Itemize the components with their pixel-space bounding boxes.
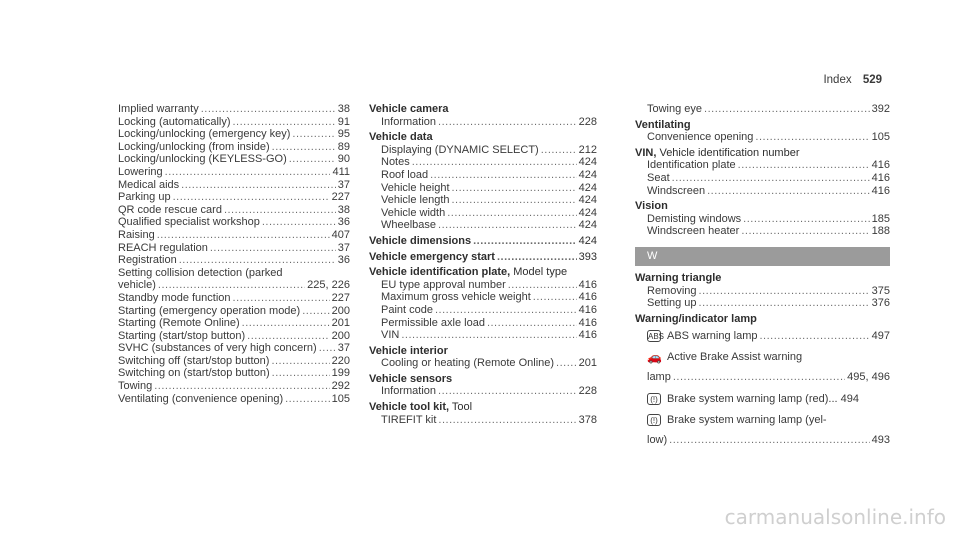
index-entry: SVHC (substances of very high concern) ..... 37 <box>118 342 350 355</box>
index-entry: Towing eye ..... 392 <box>635 103 890 116</box>
index-entry: Vehicle length ..... 424 <box>369 194 597 207</box>
index-entry: Lowering ..... 411 <box>118 166 350 179</box>
section-letter-bar: W <box>635 247 890 266</box>
index-entry: Implied warranty ..... 38 <box>118 103 350 116</box>
index-entry: Seat ..... 416 <box>635 172 890 185</box>
entry-heading: Vehicle identification plate, Model type <box>369 266 568 279</box>
entry-heading: Vehicle interior <box>369 344 448 357</box>
index-entry: Switching off (start/stop button) ..... 220 <box>118 355 350 368</box>
brake-system-icon: (!) <box>647 414 661 426</box>
index-entry: Paint code ..... 416 <box>369 304 597 317</box>
index-entry: Registration ..... 36 <box>118 254 350 267</box>
index-entry: QR code rescue card ..... 38 <box>118 204 350 217</box>
entry-heading: Vehicle data <box>369 131 433 144</box>
abs-warning-icon: ABS <box>648 331 665 341</box>
index-entry: Information ..... 228 <box>369 116 597 129</box>
index-entry: Notes ..... 424 <box>369 156 597 169</box>
entry-heading: Ventilating <box>635 118 691 131</box>
entry-heading: Vehicle tool kit, Tool <box>369 401 473 414</box>
index-entry: (!) Brake system warning lamp (red)... 494 <box>635 388 890 409</box>
index-entry: Cooling or heating (Remote Online) ..... 201 <box>369 357 597 370</box>
index-entry: VIN ..... 416 <box>369 329 597 342</box>
index-entry: Setting collision detection (parked <box>118 266 283 279</box>
index-entry: Windscreen ..... 416 <box>635 185 890 198</box>
index-entry: EU type approval number ..... 416 <box>369 279 597 292</box>
section-title: Index <box>823 74 852 86</box>
page-header <box>823 74 882 86</box>
index-entry: Locking/unlocking (emergency key) ..... 95 <box>118 128 350 141</box>
index-entry: Convenience opening ..... 105 <box>635 131 890 144</box>
active-brake-assist-icon: 🚗 <box>647 349 662 364</box>
page-number: 529 <box>862 74 882 86</box>
index-column-1 <box>118 103 350 405</box>
index-entry: Locking (automatically) ..... 91 <box>118 116 350 129</box>
index-entry: Towing ..... 292 <box>118 380 350 393</box>
index-column-2 <box>369 103 597 429</box>
index-entry: Raising ..... 407 <box>118 229 350 242</box>
index-entry: Starting (emergency operation mode) ..... 200 <box>118 305 350 318</box>
index-entry: TIREFIT kit ..... 378 <box>369 414 597 427</box>
index-entry: Identification plate ..... 416 <box>635 159 890 172</box>
index-entry: Standby mode function ..... 227 <box>118 292 350 305</box>
entry-heading: VIN, Vehicle identification number <box>635 146 800 159</box>
entry-heading: Vehicle camera <box>369 103 449 115</box>
index-entry: Removing ..... 375 <box>635 285 890 298</box>
index-entry: REACH regulation ..... 37 <box>118 242 350 255</box>
index-entry: Roof load ..... 424 <box>369 169 597 182</box>
index-entry: Vehicle width ..... 424 <box>369 207 597 220</box>
index-entry: Switching on (start/stop button) ..... 199 <box>118 367 350 380</box>
index-entry: Locking/unlocking (KEYLESS-GO) ..... 90 <box>118 153 350 166</box>
index-column-3 <box>635 103 890 454</box>
index-entry: Vehicle emergency start ..... 393 <box>369 251 597 264</box>
index-entry: Permissible axle load ..... 416 <box>369 317 597 330</box>
index-entry: Qualified specialist workshop ..... 36 <box>118 216 350 229</box>
index-entry: ABS ABS warning lamp ..... 497 <box>635 325 890 346</box>
index-entry: (!) Brake system warning lamp (yel- <box>635 409 890 430</box>
index-entry: Vehicle height ..... 424 <box>369 182 597 195</box>
index-entry: low) ..... 493 <box>635 430 890 451</box>
index-entry: Medical aids ..... 37 <box>118 179 350 192</box>
entry-heading: Vehicle sensors <box>369 372 453 385</box>
index-entry: Wheelbase ..... 424 <box>369 219 597 232</box>
watermark: carmanualsonline.info <box>724 505 946 529</box>
index-entry: vehicle) ..... 225, 226 <box>118 279 350 292</box>
index-entry: Vehicle dimensions ..... 424 <box>369 235 597 248</box>
index-entry: Locking/unlocking (from inside) ..... 89 <box>118 141 350 154</box>
index-entry: Information ..... 228 <box>369 385 597 398</box>
entry-heading: Warning triangle <box>635 271 722 284</box>
index-entry: Starting (start/stop button) ..... 200 <box>118 330 350 343</box>
index-entry: Maximum gross vehicle weight ..... 416 <box>369 291 597 304</box>
index-entry: Starting (Remote Online) ..... 201 <box>118 317 350 330</box>
index-entry: Demisting windows ..... 185 <box>635 213 890 226</box>
index-entry: Ventilating (convenience opening) ..... 105 <box>118 393 350 406</box>
brake-system-icon: (!) <box>647 393 661 405</box>
entry-heading: Warning/indicator lamp <box>635 312 757 325</box>
index-entry: 🚗 Active Brake Assist warning <box>647 349 803 364</box>
index-entry: Windscreen heater ..... 188 <box>635 225 890 238</box>
index-entry: Setting up ..... 376 <box>635 297 890 310</box>
index-entry: Parking up ..... 227 <box>118 191 350 204</box>
index-entry: lamp ..... 495, 496 <box>635 367 890 388</box>
entry-heading: Vision <box>635 200 668 213</box>
index-entry: Displaying (DYNAMIC SELECT) ..... 212 <box>369 144 597 157</box>
